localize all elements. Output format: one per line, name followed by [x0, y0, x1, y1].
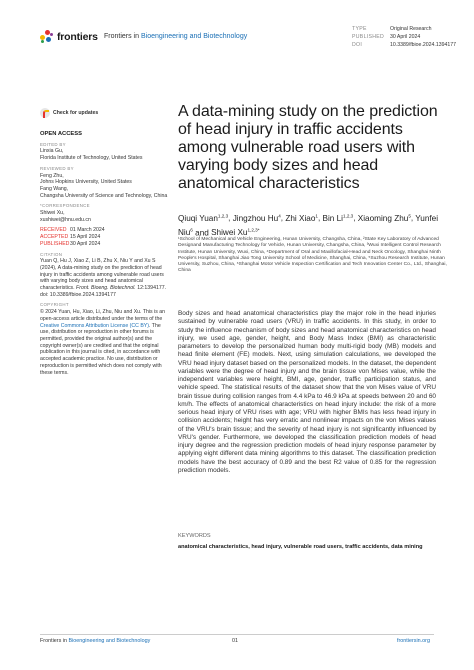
keywords: anatomical characteristics, head injury, vulnerable road users, traffic accidents, data mining	[178, 544, 423, 550]
citation-label: CITATION	[40, 251, 63, 257]
footer-journal[interactable]: Frontiers in Bioengineering and Biotechnology	[40, 638, 151, 644]
author-affiliation-marker: 1,2,3	[217, 213, 229, 218]
article-meta	[352, 25, 456, 49]
meta-doi: DOI 10.3389/fbioe.2024.1394177	[352, 42, 457, 48]
citation-doi[interactable]: doi: 10.3389/fbioe.2024.1394177	[40, 291, 116, 298]
correspondence-label: *CORRESPONDENCE	[40, 203, 90, 209]
affiliations: ¹School of Mechanical and Vehicle Engineering, Hunan University, Changsha, China, ²State Key Laboratory of Advanced Designand Manufacturing Technology for Vehicle, Hunan University, Changsha, China, ³Wuxi Intelligent Control Research Institute, Hunan University, Wuxi, China, ⁴Department of Oral and Maxillofacial-Head and Neck Oncology, Shanghai Ninth People's Hospital, Shanghai Jiao Tong University School of Medicine, Shanghai, China, ⁵Suzhou Research Institute, Hunan University, Suzhou, China, ⁶Shanghai Motor Vehicle Inspection Certification and Tech Innovation Center Co., Ltd., Shanghai, China	[178, 237, 447, 274]
citation-volume: 12:1394177.	[137, 285, 167, 292]
date-accepted: ACCEPTED 15 April 2024	[40, 234, 101, 241]
author-list: Qiuqi Yuan$^{1,2,3}$, Jingzhou Hu$^4$, Zhi Xiao$^1$, Bin Li$^{1,2,3}$, Xiaoming Zhu$^5$, Yunfei Niu$^6$ and Shiwei $Xu^{1,2,3*}$	[178, 213, 439, 238]
keywords-label: KEYWORDS	[178, 533, 211, 539]
author-affiliation-marker: 5	[408, 213, 411, 218]
meta-published: PUBLISHED 30 April 2024	[352, 34, 421, 40]
footer-divider	[40, 634, 434, 635]
frontiers-logo[interactable]	[40, 30, 98, 44]
dates	[40, 227, 168, 247]
check-for-updates-button[interactable]	[40, 108, 98, 118]
copyright-label: COPYRIGHT	[40, 302, 69, 308]
abstract: Body sizes and head anatomical characteristics play the major role in the head injuries sustained by vulnerable road users (VRU) in traffic accidents. In this study, in order to study the influence mechanism of body sizes and head anatomical characteristics on head injury, we used age, gender, height, and Body Mass Index (BMI) as characteristic parameters to develop the personalized human body multi-rigid body (MB) models and head finite element (FE) models. Next, using simulation calculations, we developed the VRU head injury dataset based on the personalized models. In the dataset, the dependent variables were the degree of head injury and the brain tissue von Mises value, while the independent variables were height, BMI, age, gender, traffic participation status, and vehicle speed. The statistical results of the dataset show that the von Mises value of VRU brain tissue during collision ranges from 4.4 kPa to 46.9 kPa at speeds between 20 and 60 km/h. The effects of anatomical characteristics on head injury include: the risk of a more serious head injury of VRU rises with age; VRU with higher BMIs has less head injury in collision accidents; height has very erratic and nonlinear impacts on the von Mises values of the VRU's brain tissue; and the severity of head injury is not significantly influenced by VRU's gender. Furthermore, we developed the classification prediction models of head injury degree and the regression prediction models of head injury response parameter by applying eight different data mining algorithms to this dataset. The classification prediction models have the best accuracy of 0.89 and the best R2 value of 0.85 for the regression prediction models.	[178, 310, 436, 474]
author-name[interactable]: Xiaoming Zhu$^5$	[357, 213, 411, 223]
doi-link[interactable]: 10.3389/fbioe.2024.1394177	[390, 42, 457, 48]
author-name[interactable]: Bin Li$^{1,2,3}$	[322, 213, 354, 223]
author-name[interactable]: Jingzhou Hu$^4$	[232, 213, 281, 223]
author-affiliation-marker: 6	[190, 227, 193, 233]
cc-by-license-link[interactable]: Creative Commons Attribution License (CC BY)	[40, 322, 149, 329]
author-affiliation-marker: 1	[315, 213, 318, 218]
author-name[interactable]: Zhi Xiao$^1$	[285, 213, 318, 223]
journal-heading[interactable]	[104, 33, 247, 40]
frontiers-logo-icon	[40, 30, 54, 44]
open-access-label: OPEN ACCESS	[40, 131, 82, 137]
author-affiliation-marker: 1,2,3	[343, 213, 354, 218]
meta-type: TYPE Original Research	[352, 26, 432, 32]
edited-by: Linxia Gu, Florida Institute of Technology, United States	[40, 148, 143, 162]
check-for-updates-label: Check for updates	[53, 110, 99, 116]
footer-site-link[interactable]: frontiersin.org	[397, 638, 430, 644]
author-affiliation-marker: 4	[278, 213, 281, 218]
article-title: A data-mining study on the prediction of head injury in traffic accidents among vulnerable road users with varying body sizes and head anatomical characteristics	[178, 103, 438, 192]
author-name[interactable]: Shiwei $Xu^{1,2,3*}$	[211, 227, 260, 238]
page-number: 01	[232, 638, 238, 644]
author-name[interactable]: Yunfei Niu$^6$	[178, 213, 439, 238]
check-for-updates-icon	[40, 108, 50, 118]
citation-journal: Front. Bioeng. Biotechnol.	[76, 285, 136, 292]
journal-prefix: Frontiers in	[104, 33, 141, 40]
date-published: PUBLISHED 30 April 2024	[40, 240, 101, 247]
correspondence[interactable]: Shiwei Xu, xushiwei@hnu.edu.cn	[40, 210, 91, 223]
reviewed-by-label: REVIEWED BY	[40, 165, 74, 171]
copyright: © 2024 Yuan, Hu, Xiao, Li, Zhu, Niu and Xu. This is an open-access article distributed under the terms of the Creative Commons Attribution License (CC BY). The use, distribution or reproduction in other forums is permitted, provided the original author(s) and the copyright owner(s) are credited and that the original publication in this journal is cited, in accordance with accepted academic practice. No use, distribution or reproduction is permitted which does not comply with these terms.	[40, 309, 166, 376]
citation: Yuan Q, Hu J, Xiao Z, Li B, Zhu X, Niu Y and Xu S (2024), A data-mining study on the prediction of head injury in traffic accidents among vulnerable road users with varying body sizes and head anatomical characteristics. Front. Bioeng. Biotechnol. 12:1394177. doi: 10.3389/fbioe.2024.1394177	[40, 258, 167, 298]
date-received: RECEIVED 01 March 2024	[40, 227, 105, 234]
journal-name: Bioengineering and Biotechnology	[140, 33, 248, 40]
author-name[interactable]: Qiuqi Yuan$^{1,2,3}$	[178, 213, 229, 223]
brand-name: frontiers	[57, 31, 98, 43]
reviewed-by: Feng Zhu, Johns Hopkins University, United States Fang Wang, Changsha University of Science and Technology, China	[40, 172, 168, 199]
sidebar	[40, 131, 168, 376]
edited-by-label: EDITED BY	[40, 141, 66, 147]
author-affiliation-marker: 1,2,3*	[247, 227, 260, 233]
